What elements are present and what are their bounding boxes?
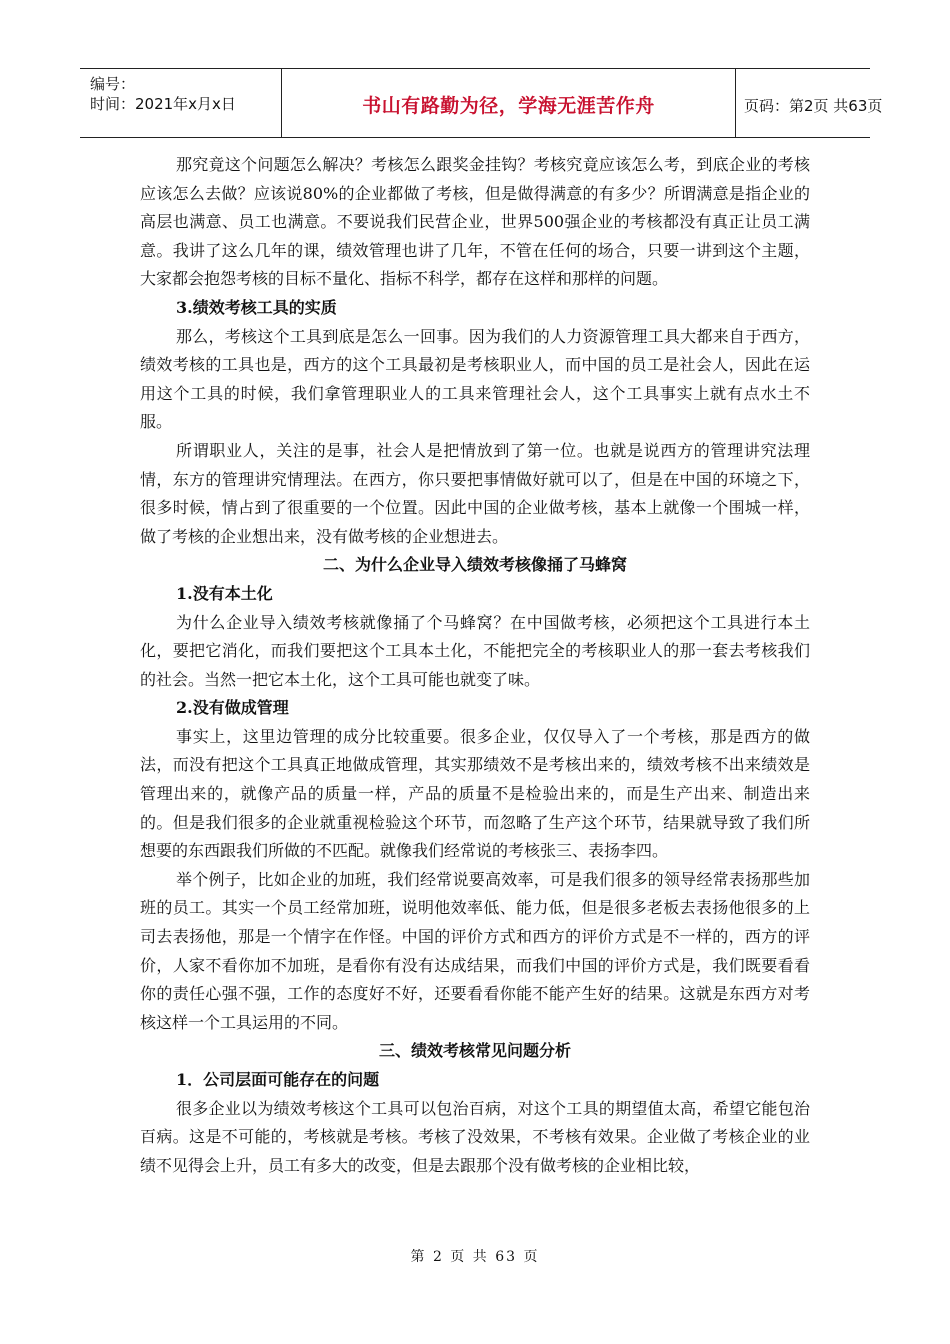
subsection-heading: 1．公司层面可能存在的问题 xyxy=(176,1070,380,1089)
page-header xyxy=(80,68,883,138)
subsection-heading: 3.绩效考核工具的实质 xyxy=(176,297,337,317)
paragraph: 那么，考核这个工具到底是怎么一回事。因为我们的人力资源管理工具大都来自于西方，绩效考核的工具也是，西方的这个工具最初是考核职业人，而中国的员工是社会人，因此在运用这个工具的时候，我们拿管理职业人的工具来管理社会人，这个工具事实上就有点水土不服。 xyxy=(140,326,810,432)
subsection-heading: 1.没有本土化 xyxy=(176,583,273,603)
document-date-label: 时间：2021年x月x日 xyxy=(90,95,236,113)
paragraph: 所谓职业人，关注的是事，社会人是把情放到了第一位。也就是说西方的管理讲究法理情，东方的管理讲究情理法。在西方，你只要把事情做好就可以了，但是在中国的环境之下，很多时候，情占到了很重要的一个位置。因此中国的企业做考核，基本上就像一个围城一样，做了考核的企业想出来，没有做考核的企业想进去。 xyxy=(140,440,810,546)
document-body xyxy=(140,151,810,1180)
header-page-info: 页码：第2页 共63页 xyxy=(744,97,883,115)
paragraph: 为什么企业导入绩效考核就像捅了个马蜂窝？在中国做考核，必须把这个工具进行本土化，要把它消化，而我们要把这个工具本土化，不能把完全的考核职业人的那一套去考核我们的社会。当然一把它本土化，这个工具可能也就变了味。 xyxy=(140,612,810,689)
section-heading: 二、为什么企业导入绩效考核像捅了马蜂窝 xyxy=(322,555,627,575)
header-motto: 书山有路勤为径，学海无涯苦作舟 xyxy=(362,95,655,117)
page-footer: 第 2 页 共 63 页 xyxy=(410,1249,540,1265)
section-heading: 三、绩效考核常见问题分析 xyxy=(378,1041,571,1061)
subsection-heading: 2.没有做成管理 xyxy=(176,698,289,718)
header-meta-cell xyxy=(80,69,282,137)
header-page-cell xyxy=(736,69,883,137)
paragraph: 那究竟这个问题怎么解决？考核怎么跟奖金挂钩？考核究竟应该怎么考，到底企业的考核应该怎么去做？应该说80%的企业都做了考核，但是做得满意的有多少？所谓满意是指企业的高层也满意、员工也满意。不要说我们民营企业，世界500强企业的考核都没有真正让员工满意。我讲了这么几年的课，绩效管理也讲了几年，不管在任何的场合，只要一讲到这个主题，大家都会抱怨考核的目标不量化、指标不科学，都存在这样和那样的问题。 xyxy=(140,155,810,289)
header-motto-cell xyxy=(282,69,736,137)
paragraph: 举个例子，比如企业的加班，我们经常说要高效率，可是我们很多的领导经常表扬那些加班的员工。其实一个员工经常加班，说明他效率低、能力低，但是很多老板去表扬他很多的上司去表扬他，那是一个情字在作怪。中国的评价方式和西方的评价方式是不一样的，西方的评价，人家不看你加不加班，是看你有没有达成结果，而我们中国的评价方式是，我们既要看看你的责任心强不强，工作的态度好不好，还要看看你能不能产生好的结果。这就是东西方对考核这样一个工具运用的不同。 xyxy=(140,869,810,1032)
document-number-label: 编号： xyxy=(90,75,136,93)
paragraph: 很多企业以为绩效考核这个工具可以包治百病，对这个工具的期望值太高，希望它能包治百病。这是不可能的，考核就是考核。考核了没效果，不考核有效果。企业做了考核企业的业绩不见得会上升，员工有多大的改变，但是去跟那个没有做考核的企业相比较， xyxy=(140,1098,810,1175)
paragraph: 事实上，这里边管理的成分比较重要。很多企业，仅仅导入了一个考核，那是西方的做法，而没有把这个工具真正地做成管理，其实那绩效不是考核出来的，绩效考核不出来绩效是管理出来的，就像产品的质量一样，产品的质量不是检验出来的，而是生产出来、制造出来的。但是我们很多的企业就重视检验这个环节，而忽略了生产这个环节，结果就导致了我们所想要的东西跟我们所做的不匹配。就像我们经常说的考核张三、表扬李四。 xyxy=(140,726,810,861)
